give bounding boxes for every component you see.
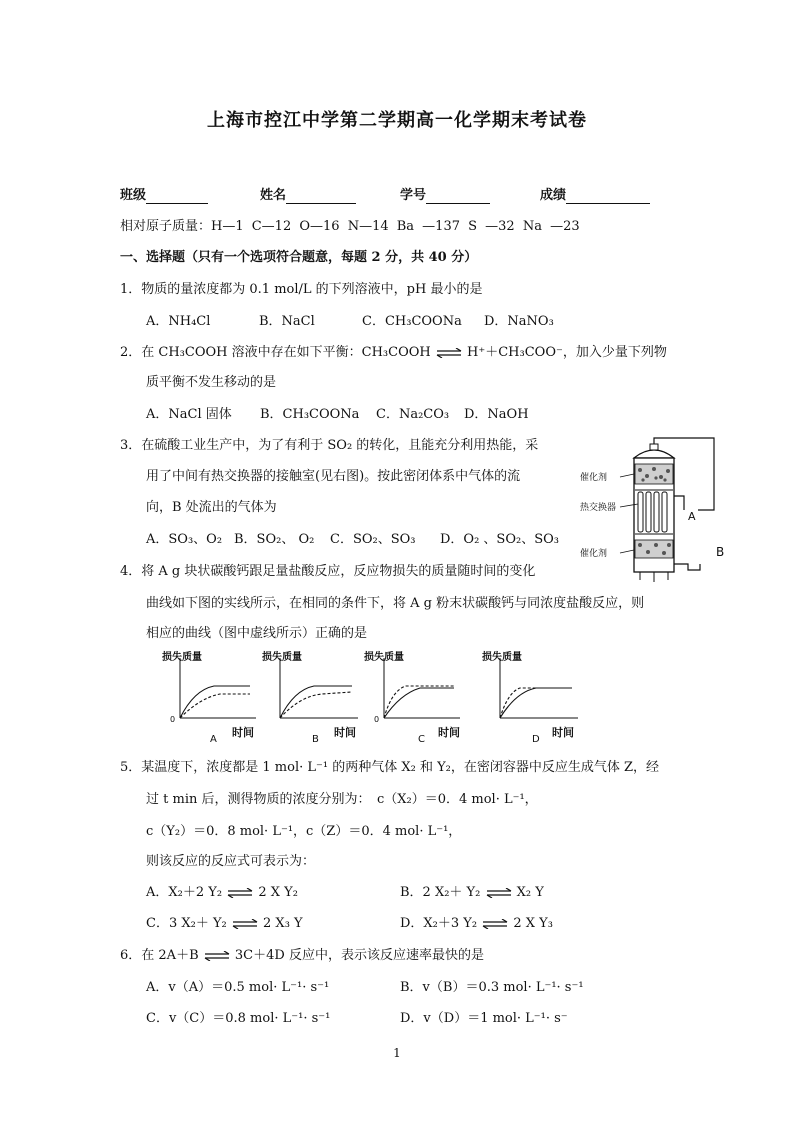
q3-option-b: B．SO₂、 O₂ — [234, 532, 315, 547]
name-field[interactable] — [260, 188, 356, 204]
q3-option-c: C．SO₂、SO₃ — [330, 532, 416, 547]
q3-line2: 用了中间有热交换器的接触室(见右图)。按此密闭体系中气体的流 — [146, 469, 521, 484]
q6-option-c: C．v（C）＝0.8 mol· L⁻¹· s⁻¹ — [146, 1011, 331, 1026]
q3-option-a: A．SO₃、O₂ — [146, 532, 223, 547]
page-number: 1 — [393, 1046, 401, 1060]
catalyst-top-label: 催化剂 — [580, 473, 608, 483]
q3-line3: 向，B 处流出的气体为 — [146, 500, 277, 515]
q4-line3: 相应的曲线（图中虚线所示）正确的是 — [146, 626, 368, 641]
score-label: 成绩 — [540, 188, 567, 203]
number-label: 学号 — [400, 188, 427, 203]
graph-a-ylabel: 损失质量 — [162, 652, 202, 663]
q5-option-b: B．2 X₂＋ Y₂ X₂ Y — [400, 885, 544, 900]
class-label: 班级 — [120, 188, 147, 203]
svg-text:损失质量: 损失质量 — [482, 652, 522, 663]
q2-option-b: B．CH₃COONa — [260, 407, 360, 422]
q6-stem: 6．在 2A＋B 3C＋4D 反应中，表示该反应速率最快的是 — [120, 948, 484, 963]
equilibrium-arrow-icon — [226, 888, 254, 898]
q2-stem — [120, 345, 667, 361]
class-field[interactable] — [120, 188, 208, 204]
q5-option-c: C．3 X₂＋ Y₂ 2 X₃ Y — [146, 916, 303, 931]
heat-exchanger-label: 热交换器 — [580, 503, 617, 513]
label-a: A — [688, 510, 696, 523]
q5-line4: 则该反应的反应式可表示为： — [146, 854, 316, 869]
name-label: 姓名 — [260, 188, 287, 203]
svg-text:时间: 时间 — [552, 726, 574, 739]
q6-option-b: B．v（B）＝0.3 mol· L⁻¹· s⁻¹ — [400, 980, 584, 995]
q4-line2: 曲线如下图的实线所示，在相同的条件下，将 A g 粉末状碳酸钙与同浓度盐酸反应，则 — [146, 596, 645, 611]
score-field[interactable] — [540, 188, 650, 204]
q2-option-c: C．Na₂CO₃ — [376, 407, 450, 422]
equilibrium-arrow-icon — [203, 951, 231, 961]
svg-text:损失质量: 损失质量 — [262, 652, 302, 663]
svg-text:0: 0 — [374, 715, 380, 724]
equilibrium-arrow-icon — [485, 888, 513, 898]
graph-b — [262, 650, 358, 745]
svg-text:0: 0 — [170, 715, 176, 724]
svg-text:时间: 时间 — [334, 726, 356, 739]
q1-option-d: D．NaNO₃ — [484, 314, 554, 329]
svg-text:损失质量: 损失质量 — [364, 652, 404, 663]
q5-line2: 过 t min 后，测得物质的浓度分别为： c（X₂）＝0．4 mol· L⁻¹， — [146, 792, 538, 807]
q3-option-d: D．O₂ 、SO₂、SO₃ — [440, 532, 559, 547]
graph-d — [482, 650, 578, 745]
equilibrium-arrow-icon — [435, 348, 463, 358]
q1-stem: 1．物质的量浓度都为 0.1 mol/L 的下列溶液中，pH 最小的是 — [120, 282, 483, 297]
number-field[interactable] — [400, 188, 490, 204]
graph-a — [162, 650, 256, 745]
q3-line1: 3．在硫酸工业生产中，为了有利于 SO₂ 的转化，且能充分利用热能，采 — [120, 438, 539, 453]
q6-option-a: A．v（A）＝0.5 mol· L⁻¹· s⁻¹ — [146, 980, 330, 995]
q2-option-a: A．NaCl 固体 — [146, 407, 232, 422]
label-b: B — [716, 545, 725, 559]
q2-stem-c: 质平衡不发生移动的是 — [146, 375, 277, 390]
outlet-b-pipe — [674, 564, 700, 570]
q5-option-d: D．X₂＋3 Y₂ 2 X Y₃ — [400, 916, 553, 931]
chamber-top-cap — [634, 450, 674, 458]
page-title: 上海市控江中学第二学期高一化学期末考试卷 — [207, 110, 587, 131]
catalyst-bed-bottom — [635, 540, 673, 558]
top-nozzle — [650, 444, 658, 450]
section1-title: 一、选择题（只有一个选项符合题意，每题 2 分，共 40 分） — [120, 250, 478, 265]
svg-text:C: C — [418, 734, 425, 745]
contact-chamber-diagram — [576, 432, 726, 584]
svg-text:时间: 时间 — [232, 726, 254, 739]
q2-stem-a: 2．在 CH₃COOH 溶液中存在如下平衡：CH₃COOH — [120, 345, 431, 360]
q4-graphs — [154, 648, 594, 748]
equilibrium-arrow-icon — [481, 919, 509, 929]
q5-option-a: A．X₂＋2 Y₂ 2 X Y₂ — [146, 885, 298, 900]
q6-option-d: D．v（D）＝1 mol· L⁻¹· s⁻ — [400, 1011, 568, 1026]
q1-option-a: A．NH₄Cl — [146, 314, 211, 329]
q2-option-d: D．NaOH — [464, 407, 529, 422]
q1-option-b: B．NaCl — [259, 314, 315, 329]
svg-text:B: B — [312, 734, 319, 745]
q5-line3: c（Y₂）＝0．8 mol· L⁻¹，c（Z）＝0．4 mol· L⁻¹， — [146, 824, 462, 839]
q5-line1: 5．某温度下，浓度都是 1 mol· L⁻¹ 的两种气体 X₂ 和 Y₂，在密闭容器中反应生成气体 Z，经 — [120, 760, 660, 775]
q1-option-c: C．CH₃COONa — [362, 314, 462, 329]
svg-text:D: D — [532, 734, 540, 745]
q2-stem-b: H⁺＋CH₃COO⁻，加入少量下列物 — [467, 345, 667, 360]
q4-line1: 4．将 A g 块状碳酸钙跟足量盐酸反应，反应物损失的质量随时间的变化 — [120, 564, 536, 579]
svg-text:时间: 时间 — [438, 726, 460, 739]
svg-text:A: A — [210, 734, 217, 745]
atomic-masses: 相对原子质量：H—1 C—12 O—16 N—14 Ba —137 S —32 Na —23 — [120, 219, 580, 234]
equilibrium-arrow-icon — [231, 919, 259, 929]
graph-c — [364, 650, 460, 745]
catalyst-bottom-label: 催化剂 — [580, 549, 608, 559]
